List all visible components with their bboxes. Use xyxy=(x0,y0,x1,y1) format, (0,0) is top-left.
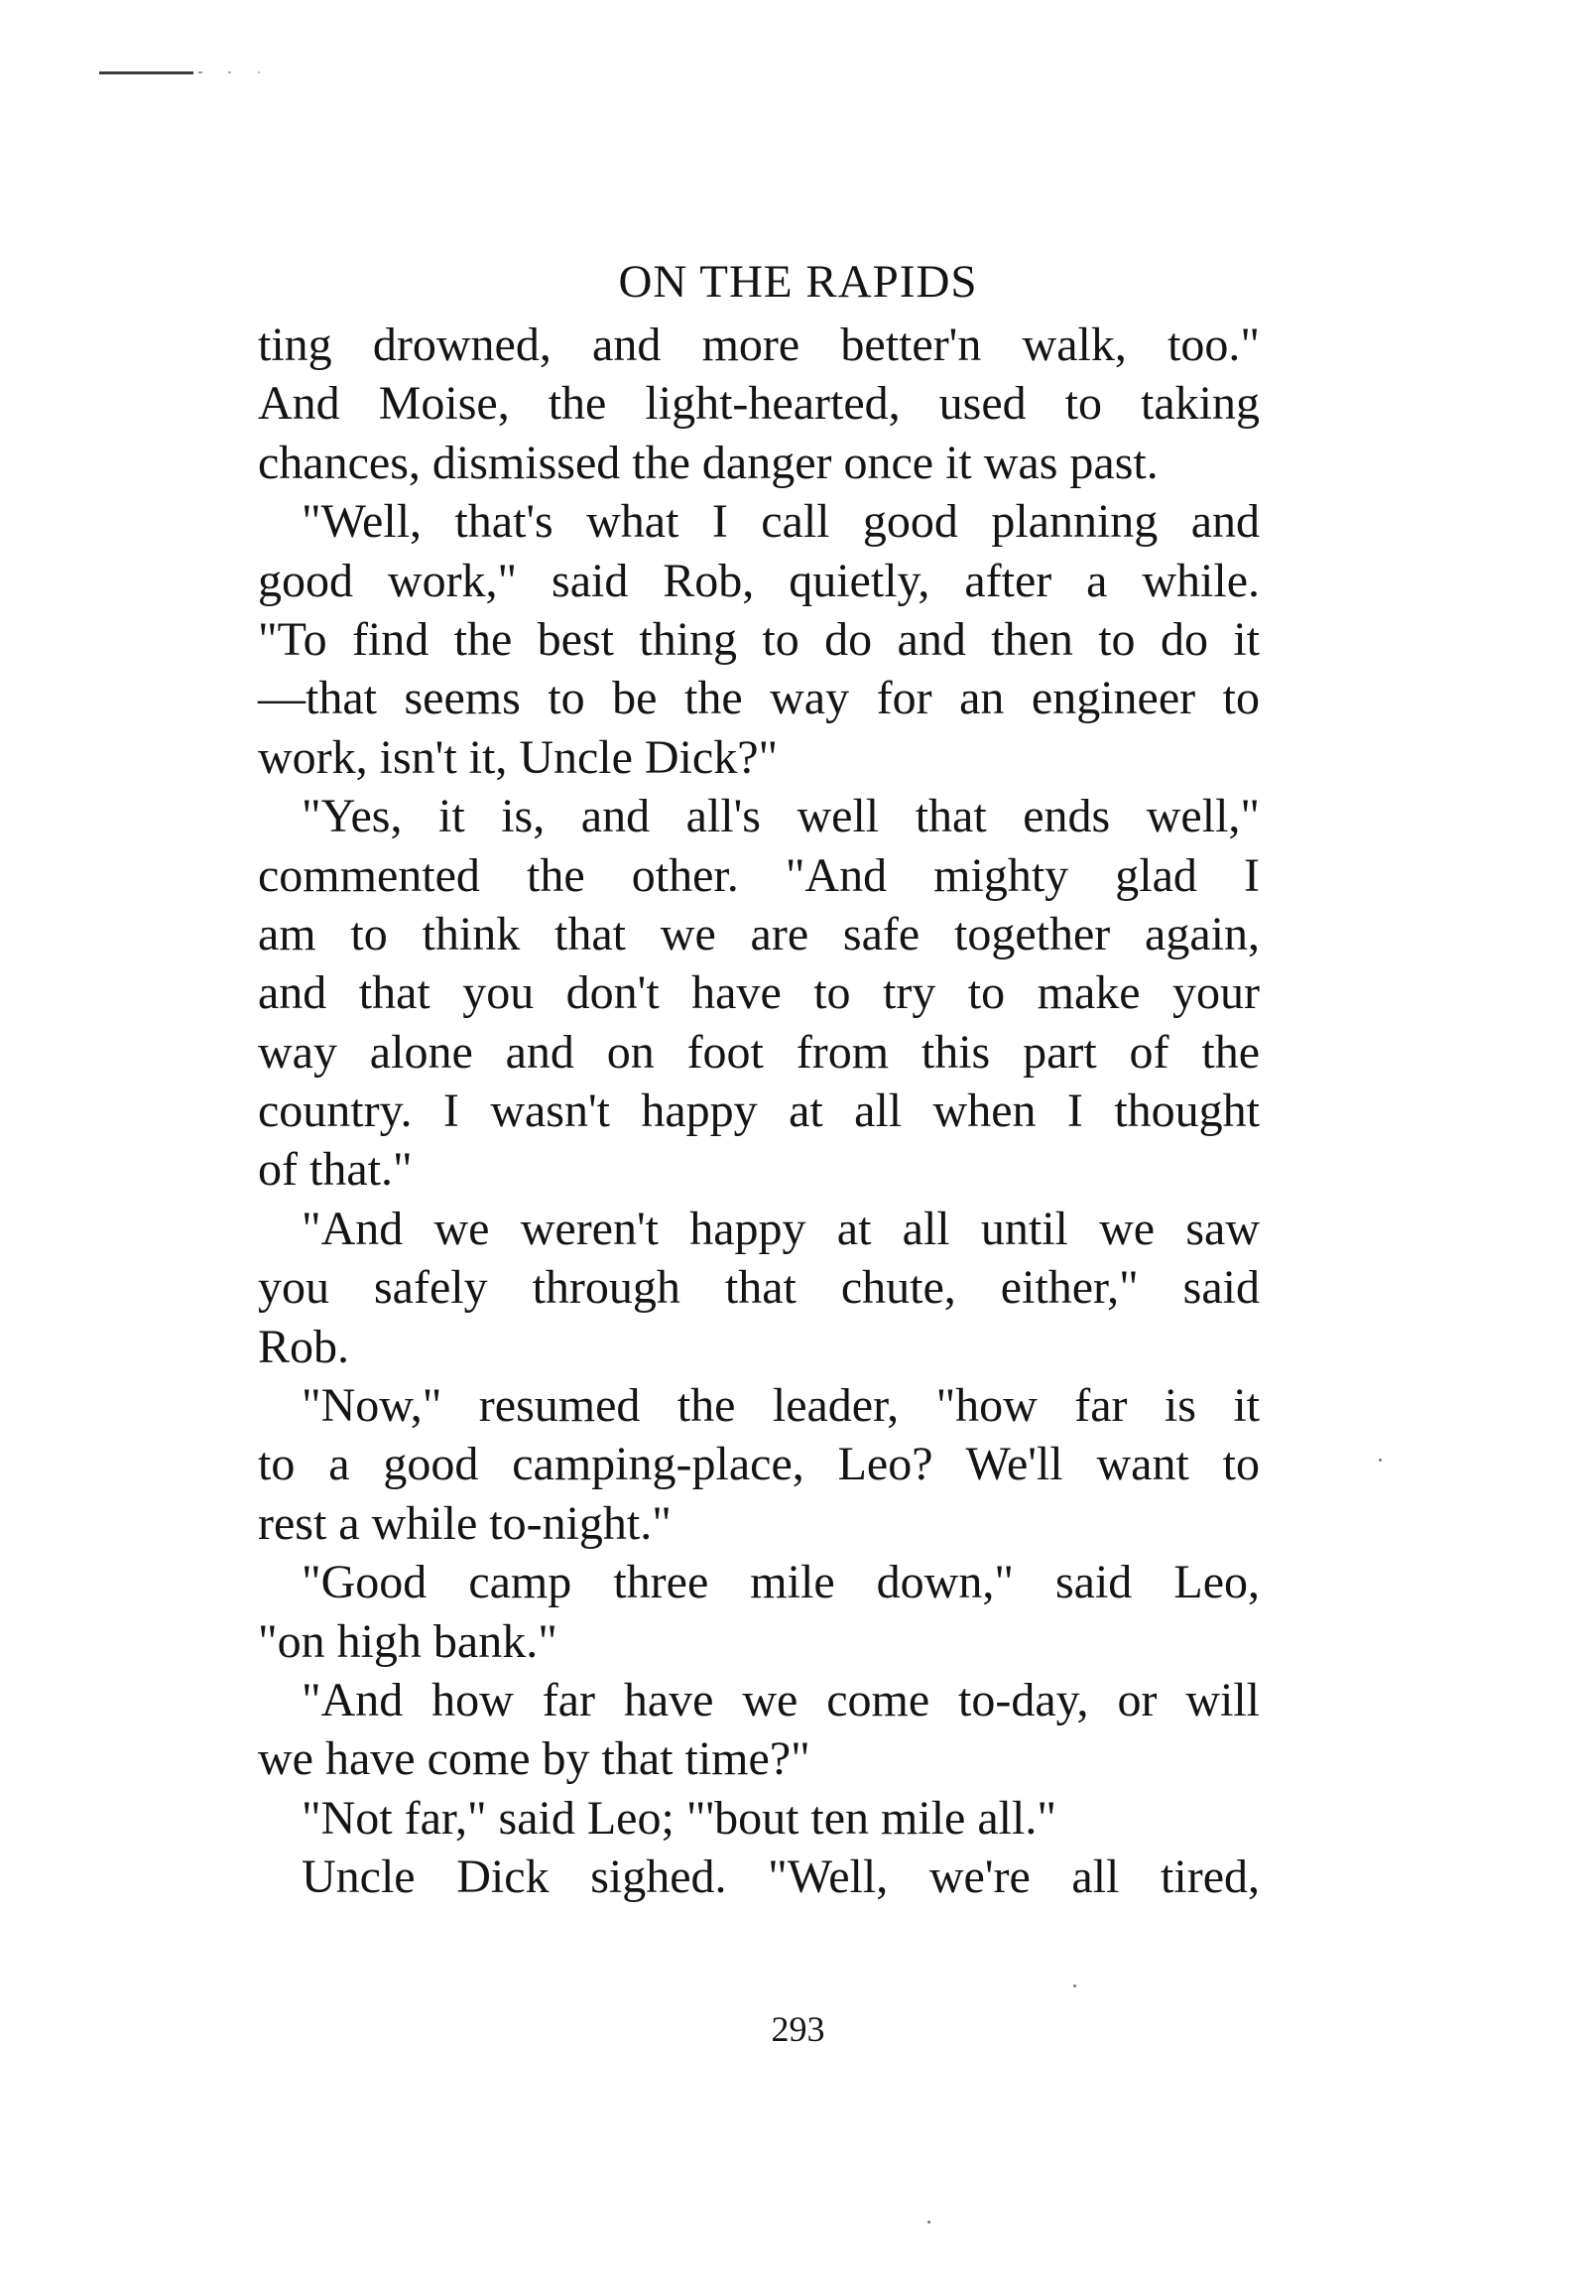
text-line: and that you don't have to try to make your xyxy=(258,966,1260,1020)
text-line: "To find the best thing to do and then to do it xyxy=(258,612,1260,666)
text-line: Uncle Dick sighed. "Well, we're all tired, xyxy=(302,1850,1260,1904)
text-line: "Now," resumed the leader, "how far is it xyxy=(302,1379,1260,1433)
text-line: "Not far," said Leo; "'bout ten mile all." xyxy=(302,1791,1056,1845)
text-line: of that." xyxy=(258,1143,413,1197)
text-line: "Yes, it is, and all's well that ends well," xyxy=(302,790,1260,843)
text-line: "And how far have we come to-day, or will xyxy=(302,1673,1260,1726)
text-line: we have come by that time?" xyxy=(258,1732,810,1786)
scan-artifact-dots xyxy=(198,71,288,73)
text-line: work, isn't it, Uncle Dick?" xyxy=(258,730,779,784)
text-line: commented the other. "And mighty glad I xyxy=(258,848,1260,902)
text-line: am to think that we are safe together again, xyxy=(258,907,1260,960)
text-line: "on high bank." xyxy=(258,1614,557,1668)
text-line: "Well, that's what I call good planning and xyxy=(302,495,1260,549)
text-line: to a good camping-place, Leo? We'll want to xyxy=(258,1438,1260,1491)
text-line: you safely through that chute, either," said xyxy=(258,1261,1260,1315)
scan-speck xyxy=(1379,1459,1382,1462)
scan-speck xyxy=(927,2221,930,2224)
text-line: chances, dismissed the danger once it was past. xyxy=(258,436,1159,489)
text-line: way alone and on foot from this part of the xyxy=(258,1025,1260,1079)
text-line: And Moise, the light-hearted, used to taking xyxy=(258,377,1260,431)
body-text xyxy=(258,316,1260,1907)
text-line: —that seems to be the way for an engineer to xyxy=(258,672,1260,725)
text-line: ting drowned, and more better'n walk, too." xyxy=(258,319,1260,371)
text-line: good work," said Rob, quietly, after a while. xyxy=(258,554,1260,607)
text-line: Rob. xyxy=(258,1320,350,1373)
text-line: "And we weren't happy at all until we saw xyxy=(302,1202,1260,1255)
text-line: "Good camp three mile down," said Leo, xyxy=(302,1556,1260,1609)
scan-artifact-line xyxy=(99,71,193,74)
scan-speck xyxy=(1073,1984,1076,1987)
page-number: 293 xyxy=(771,2009,825,2049)
text-line: country. I wasn't happy at all when I thought xyxy=(258,1084,1260,1138)
text-line: rest a while to-night." xyxy=(258,1496,672,1550)
running-header: ON THE RAPIDS xyxy=(618,256,978,308)
